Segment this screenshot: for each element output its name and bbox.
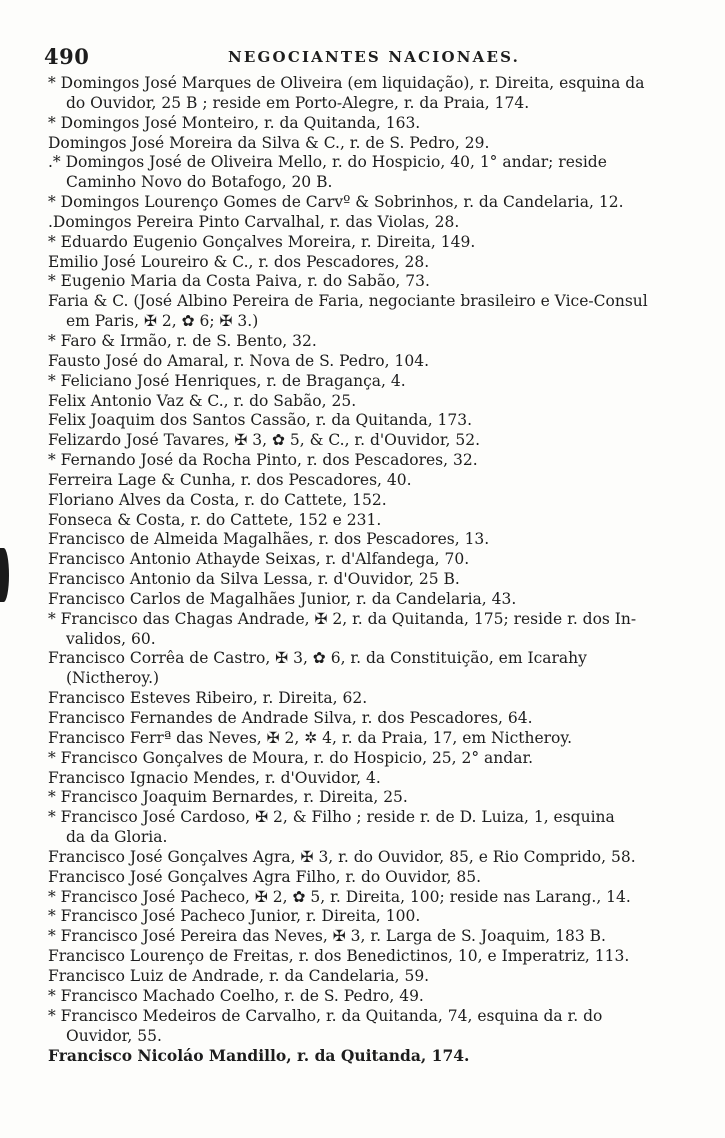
merchant-entry [48, 550, 680, 570]
entry-line: * Francisco José Pacheco Junior, r. Direita, 100. [48, 907, 421, 926]
entry-continuation-line: validos, 60. [66, 629, 156, 648]
entry-line: Felix Joaquim dos Santos Cassão, r. da Quitanda, 173. [48, 411, 473, 430]
merchant-entry [48, 987, 680, 1007]
entry-continuation-line: do Ouvidor, 25 B ; reside em Porto-Alegre, r. da Praia, 174. [66, 93, 530, 112]
entry-line: * Feliciano José Henriques, r. de Bragança, 4. [48, 371, 406, 390]
entry-line: * Domingos Lourenço Gomes de Carvº & Sobrinhos, r. da Candelaria, 12. [48, 193, 624, 212]
entry-line: Domingos José Moreira da Silva & C., r. de S. Pedro, 29. [48, 133, 490, 152]
merchant-entry [48, 689, 680, 709]
entry-line: Francisco Corrêa de Castro, ✠ 3, ✿ 6, r. da Constituição, em Icarahy [48, 649, 587, 668]
merchant-entry [48, 74, 680, 114]
entry-line: Emilio José Loureiro & C., r. dos Pescadores, 28. [48, 252, 430, 271]
entry-line: * Fernando José da Rocha Pinto, r. dos Pescadores, 32. [48, 451, 478, 470]
entry-line: * Domingos José Monteiro, r. da Quitanda, 163. [48, 113, 421, 132]
merchant-entry [48, 193, 680, 213]
entry-line: Ferreira Lage & Cunha, r. dos Pescadores, 40. [48, 470, 412, 489]
entry-line: * Francisco das Chagas Andrade, ✠ 2, r. da Quitanda, 175; reside r. dos In- [48, 609, 637, 628]
merchant-entry [48, 392, 680, 412]
merchant-entry [48, 927, 680, 947]
merchant-entry [48, 272, 680, 292]
ink-blot [0, 548, 9, 602]
entry-line: Francisco Antonio da Silva Lessa, r. d'Ouvidor, 25 B. [48, 570, 460, 589]
entry-line: * Francisco José Cardoso, ✠ 2, & Filho ; reside r. de D. Luiza, 1, esquina [48, 808, 615, 827]
merchant-entry [48, 610, 680, 650]
entry-continuation-line: em Paris, ✠ 2, ✿ 6; ✠ 3.) [66, 312, 259, 331]
merchant-entry [48, 808, 680, 848]
merchant-entry [48, 1046, 680, 1066]
entry-line: Francisco Luiz de Andrade, r. da Candelaria, 59. [48, 966, 430, 985]
merchant-entry [48, 769, 680, 789]
entry-line: * Francisco Joaquim Bernardes, r. Direita, 25. [48, 788, 408, 807]
entry-line: Francisco Carlos de Magalhães Junior, r. da Candelaria, 43. [48, 589, 517, 608]
entry-line: Fonseca & Costa, r. do Cattete, 152 e 231. [48, 510, 382, 529]
entry-line: Faria & C. (José Albino Pereira de Faria, negociante brasileiro e Vice-Consul [48, 292, 648, 311]
merchant-entry [48, 153, 680, 193]
entry-line: Francisco Ignacio Mendes, r. d'Ouvidor, 4. [48, 768, 381, 787]
merchant-entry [48, 868, 680, 888]
entry-continuation-line: Ouvidor, 55. [66, 1026, 162, 1045]
entry-line: * Domingos José Marques de Oliveira (em liquidação), r. Direita, esquina da [48, 74, 645, 92]
merchant-entry [48, 431, 680, 451]
entry-continuation-line: da da Gloria. [66, 828, 168, 847]
merchant-entry [48, 332, 680, 352]
running-title: NEGOCIANTES NACIONAES. [228, 48, 521, 66]
page-header [44, 44, 684, 70]
entry-line: * Francisco Machado Coelho, r. de S. Pedro, 49. [48, 986, 424, 1005]
entry-line: Francisco Nicoláo Mandillo, r. da Quitanda, 174. [48, 1046, 470, 1066]
entry-line: Felix Antonio Vaz & C., r. do Sabão, 25. [48, 391, 357, 410]
merchant-entry [48, 114, 680, 134]
merchant-entry [48, 570, 680, 590]
entry-line: * Francisco José Pereira das Neves, ✠ 3, r. Larga de S. Joaquim, 183 B. [48, 927, 606, 946]
entry-line: * Francisco Medeiros de Carvalho, r. da Quitanda, 74, esquina da r. do [48, 1006, 603, 1025]
merchant-entry [48, 372, 680, 392]
merchant-entry [48, 352, 680, 372]
page-number: 490 [44, 44, 90, 69]
entry-line: * Francisco Gonçalves de Moura, r. do Hospicio, 25, 2° andar. [48, 748, 534, 767]
entry-continuation-line: Caminho Novo do Botafogo, 20 B. [66, 173, 333, 192]
merchant-entry [48, 907, 680, 927]
merchant-entry [48, 709, 680, 729]
merchant-entry [48, 1007, 680, 1047]
merchant-entry [48, 788, 680, 808]
merchant-entry [48, 471, 680, 491]
entry-line: Felizardo José Tavares, ✠ 3, ✿ 5, & C., r. d'Ouvidor, 52. [48, 431, 481, 450]
merchant-entry [48, 491, 680, 511]
entry-line: Floriano Alves da Costa, r. do Cattete, 152. [48, 490, 387, 509]
entry-line: Francisco Esteves Ribeiro, r. Direita, 62. [48, 689, 368, 708]
entry-line: * Eduardo Eugenio Gonçalves Moreira, r. Direita, 149. [48, 232, 476, 251]
merchant-list [48, 74, 680, 1066]
merchant-entry [48, 253, 680, 273]
merchant-entry [48, 749, 680, 769]
merchant-entry [48, 411, 680, 431]
merchant-entry [48, 967, 680, 987]
merchant-entry [48, 233, 680, 253]
merchant-entry [48, 213, 680, 233]
merchant-entry [48, 590, 680, 610]
entry-continuation-line: (Nictheroy.) [66, 669, 160, 688]
entry-line: Fausto José do Amaral, r. Nova de S. Pedro, 104. [48, 351, 429, 370]
entry-line: Francisco José Gonçalves Agra Filho, r. do Ouvidor, 85. [48, 867, 482, 886]
entry-line: * Eugenio Maria da Costa Paiva, r. do Sabão, 73. [48, 272, 430, 291]
entry-line: .Domingos Pereira Pinto Carvalhal, r. das Violas, 28. [48, 212, 460, 231]
entry-line: * Faro & Irmão, r. de S. Bento, 32. [48, 331, 317, 350]
merchant-entry [48, 848, 680, 868]
merchant-entry [48, 451, 680, 471]
entry-line: Francisco Lourenço de Freitas, r. dos Benedictinos, 10, e Imperatriz, 113. [48, 947, 630, 966]
entry-line: Francisco Fernandes de Andrade Silva, r. dos Pescadores, 64. [48, 709, 533, 727]
entry-line: .* Domingos José de Oliveira Mello, r. do Hospicio, 40, 1° andar; reside [48, 153, 607, 172]
merchant-entry [48, 729, 680, 749]
entry-line: * Francisco José Pacheco, ✠ 2, ✿ 5, r. Direita, 100; reside nas Larang., 14. [48, 887, 631, 906]
merchant-entry [48, 134, 680, 154]
merchant-entry [48, 292, 680, 332]
entry-line: Francisco de Almeida Magalhães, r. dos Pescadores, 13. [48, 530, 490, 549]
merchant-entry [48, 530, 680, 550]
merchant-entry [48, 649, 680, 689]
entry-line: Francisco Ferrª das Neves, ✠ 2, ✲ 4, r. da Praia, 17, em Nictheroy. [48, 728, 572, 747]
merchant-entry [48, 947, 680, 967]
entry-line: Francisco José Gonçalves Agra, ✠ 3, r. do Ouvidor, 85, e Rio Comprido, 58. [48, 847, 636, 866]
merchant-entry [48, 511, 680, 531]
entry-line: Francisco Antonio Athayde Seixas, r. d'Alfandega, 70. [48, 550, 470, 569]
merchant-entry [48, 888, 680, 908]
